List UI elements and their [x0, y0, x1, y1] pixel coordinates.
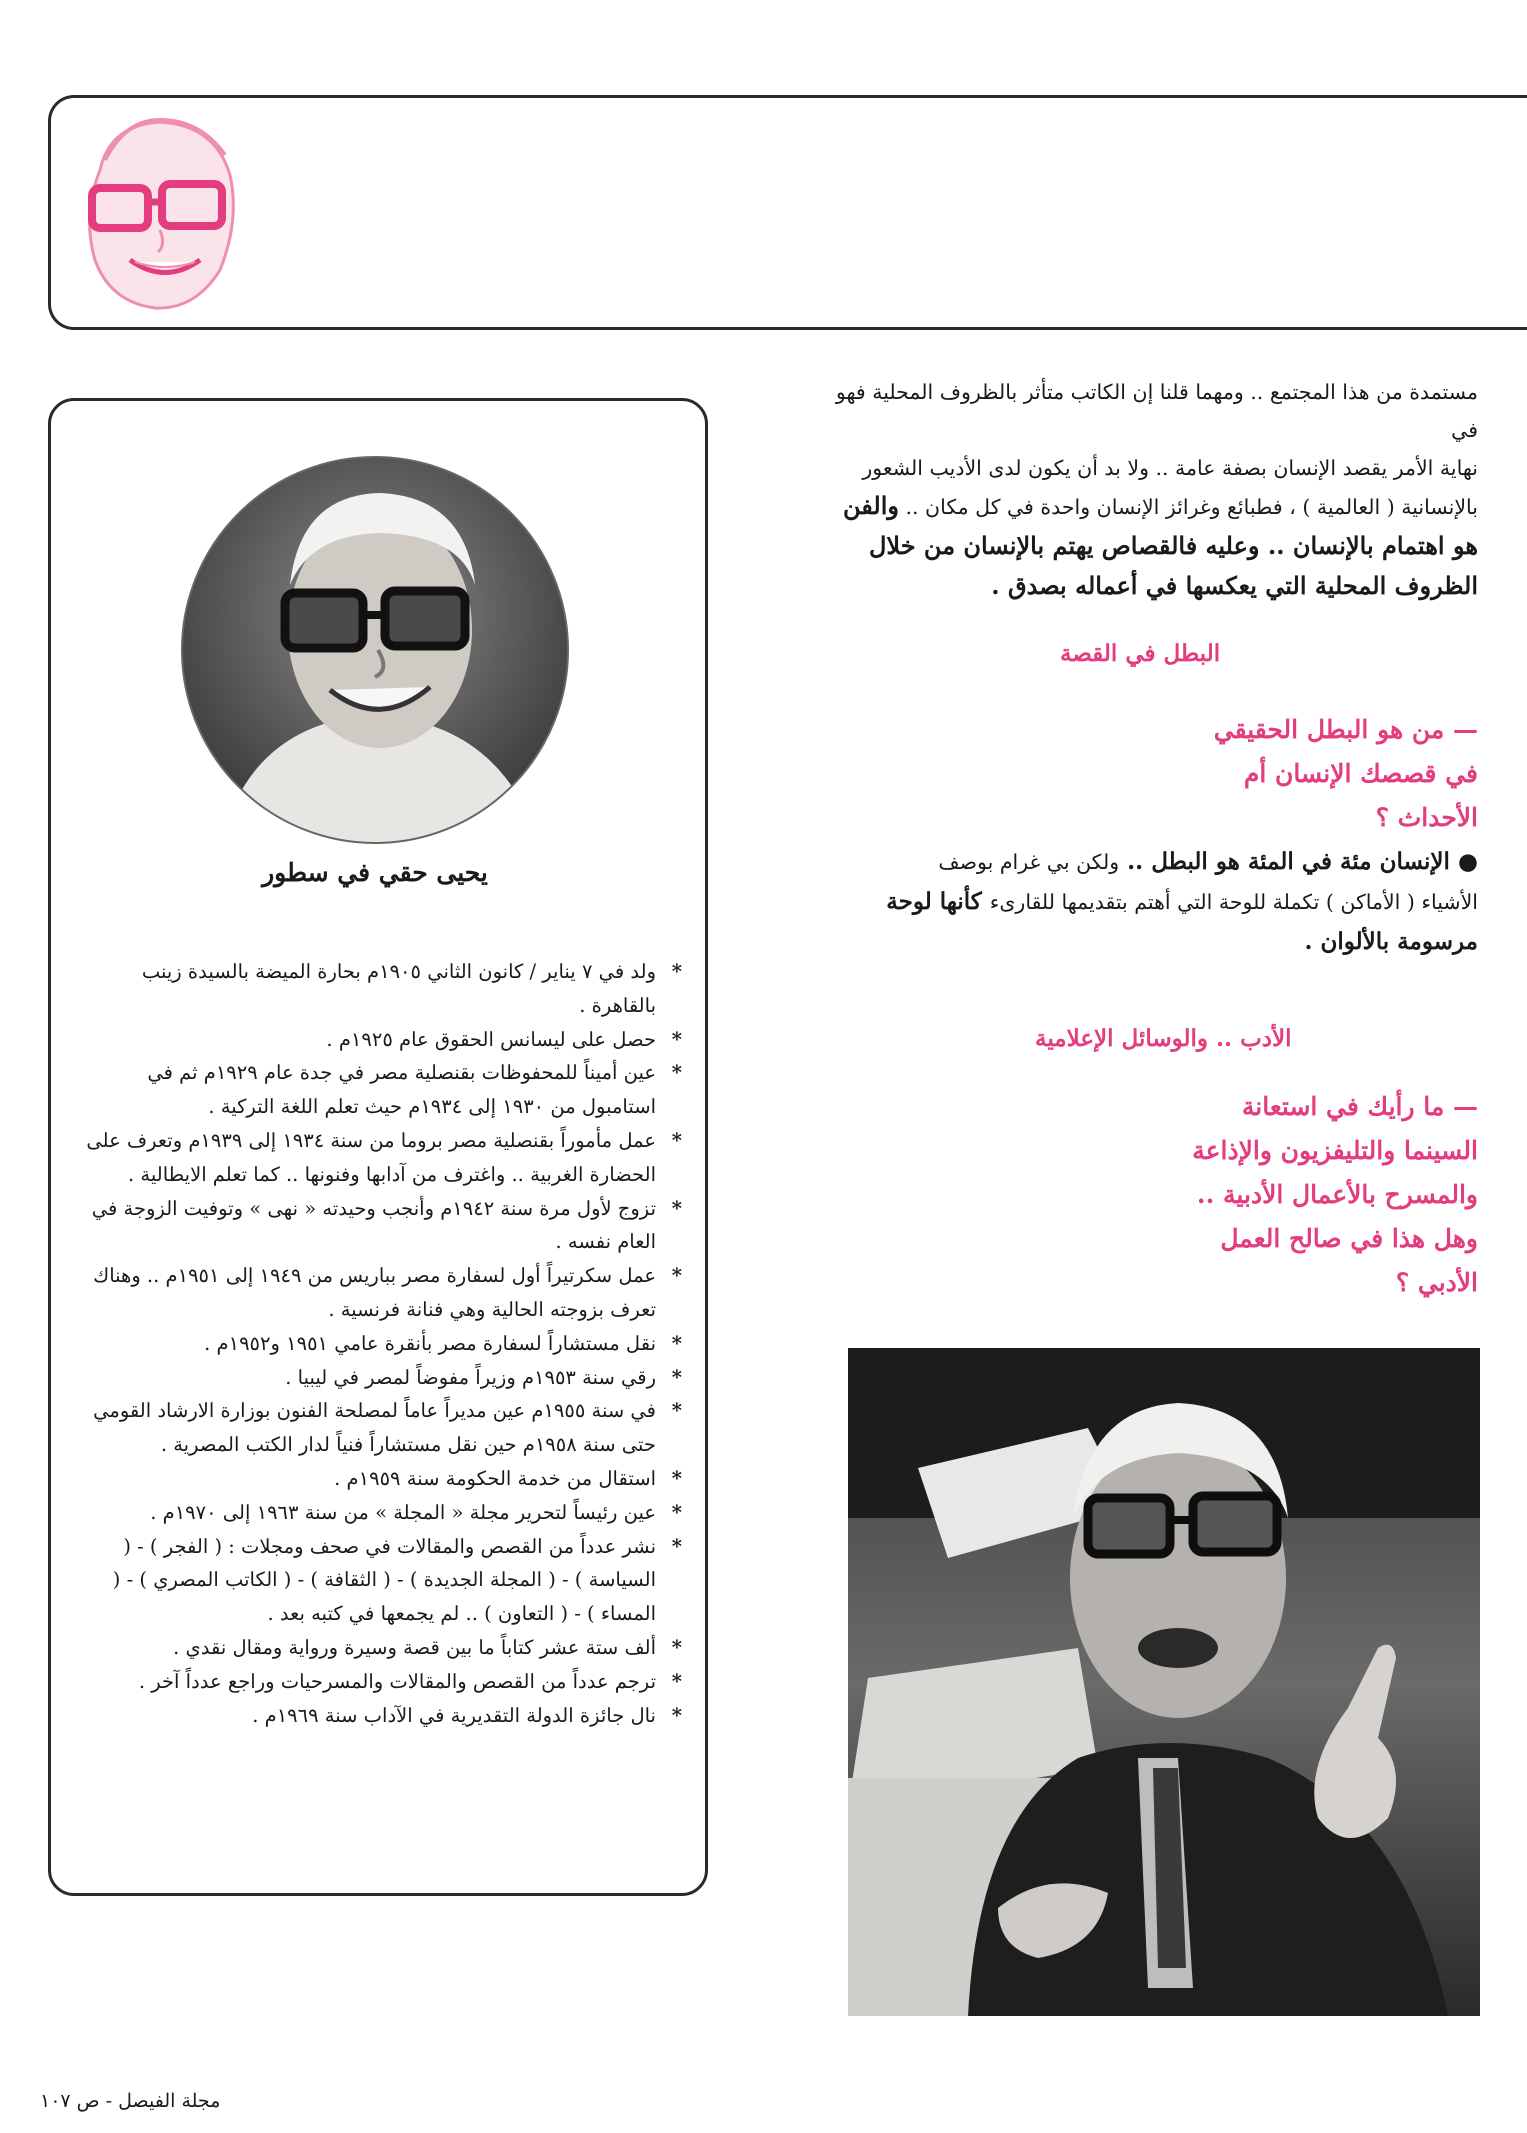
question-line: السينما والتليفزيون والإذاعة [1192, 1136, 1478, 1165]
bullet-icon: * [671, 1331, 682, 1355]
bio-item [72, 1361, 682, 1395]
bio-item-text: ولد في ٧ يناير / كانون الثاني ١٩٠٥م بحارة الميضة بالسيدة زينب بالقاهرة . [141, 960, 656, 1017]
bio-item-text: في سنة ١٩٥٥م عين مديراً عاماً لمصلحة الفنون بوزارة الارشاد القومي حتى سنة ١٩٥٨م حين نقل مستشاراً فنياً لدار الكتب المصرية . [93, 1399, 656, 1457]
interview-question-hero [1100, 708, 1478, 840]
question-line: والمسرح بالأعمال الأدبية .. [1196, 1180, 1478, 1209]
bio-item-text: استقال من خدمة الحكومة سنة ١٩٥٩م . [334, 1466, 656, 1490]
question-line: في قصصك الإنسان أم [1243, 759, 1478, 788]
bio-item [72, 955, 682, 1023]
bullet-icon: * [671, 1196, 682, 1220]
answer-lead: ● الإنسان مئة في المئة هو البطل .. [1127, 848, 1478, 875]
answer-bold: كأنها لوحة [886, 888, 982, 915]
question-line: — ما رأيك في استعانة [1241, 1092, 1478, 1121]
interview-answer-hero [808, 842, 1478, 962]
bullet-icon: * [671, 960, 682, 983]
bio-item-text: نشر عدداً من القصص والمقالات في صحف ومجلات : ( الفجر ) - ( السياسة ) - ( المجلة الجديدة ) - ( الثقافة ) - ( الكاتب المصري ) - ( المساء ) - ( التعاون ) .. لم يجمعها في كتبه بعد . [112, 1534, 656, 1626]
bio-item-text: ألف ستة عشر كتاباً ما بين قصة وسيرة ورواية ومقال نقدي . [173, 1635, 656, 1659]
bold-line: الظروف المحلية التي يعكسها في أعماله بصدق . [991, 571, 1478, 600]
bio-item-text: عمل سكرتيراً أول لسفارة مصر بباريس من ١٩٤٩ إلى ١٩٥١م .. وهناك تعرف بزوجته الحالية وهي فنانة فرنسية . [93, 1264, 656, 1321]
bio-item-text: عين رئيساً لتحرير مجلة « المجلة » من سنة ١٩٦٣ إلى ١٩٧٠م . [150, 1500, 656, 1524]
bio-list [72, 955, 682, 1732]
bio-item-text: عمل مأموراً بقنصلية مصر بروما من سنة ١٩٣٤ إلى ١٩٣٩م وتعرف على الحضارة الغربية .. واغترف من آدابها وفنونها .. كما تعلم الايطالية . [86, 1128, 656, 1186]
bullet-icon: * [671, 1027, 682, 1051]
answer-text: الأشياء ( الأماكن ) تكملة للوحة التي أهتم بتقديمها للقارىء [989, 890, 1478, 914]
header-sketch-portrait [70, 110, 250, 315]
bio-item [72, 1496, 682, 1530]
bio-item [72, 1394, 682, 1462]
question-line: الأدبي ؟ [1395, 1268, 1478, 1297]
bio-item-text: تزوج لأول مرة سنة ١٩٤٢م وأنجب وحيدته « نهى » وتوفيت الزوجة في العام نفسه . [91, 1196, 656, 1254]
bio-item-text: ترجم عدداً من القصص والمقالات والمسرحيات وراجع عدداً آخر . [138, 1669, 656, 1693]
bio-title: يحيى حقي في سطور [262, 858, 488, 887]
bio-circular-portrait [180, 455, 570, 845]
intro-line: نهاية الأمر يقصد الإنسان بصفة عامة .. ولا بد أن يكون لدى الأديب الشعور [862, 456, 1478, 480]
article-intro [808, 373, 1478, 526]
bio-item [72, 1023, 682, 1057]
bold-line: هو اهتمام بالإنسان .. وعليه فالقصاص يهتم بالإنسان من خلال [868, 531, 1478, 560]
bio-item-text: نقل مستشاراً لسفارة مصر بأنقرة عامي ١٩٥١ و١٩٥٢م . [204, 1331, 656, 1355]
bio-item [72, 1699, 682, 1733]
bio-item-text: عين أميناً للمحفوظات بقنصلية مصر في جدة عام ١٩٢٩م ثم في استامبول من ١٩٣٠ إلى ١٩٣٤م حيث تعلم اللغة التركية . [147, 1061, 656, 1119]
bullet-icon: * [671, 1635, 682, 1659]
bullet-icon: * [671, 1399, 682, 1423]
bio-item [72, 1192, 682, 1260]
bio-item [72, 1530, 682, 1631]
bio-item [72, 1631, 682, 1665]
question-line: وهل هذا في صالح العمل [1220, 1224, 1478, 1253]
bio-item-text: رقي سنة ١٩٥٣م وزيراً مفوضاً لمصر في ليبيا . [285, 1365, 656, 1389]
intro-line: مستمدة من هذا المجتمع .. ومهما قلنا إن الكاتب متأثر بالظروف المحلية فهو في [835, 380, 1478, 442]
article-bold-paragraph [808, 526, 1478, 606]
bio-item [72, 1665, 682, 1699]
bio-item-text: حصل على ليسانس الحقوق عام ١٩٢٥م . [326, 1027, 656, 1051]
bio-item [72, 1327, 682, 1361]
bullet-icon: * [671, 1669, 682, 1693]
bullet-icon: * [671, 1703, 682, 1727]
interview-photo [848, 1348, 1480, 2016]
question-line: — من هو البطل الحقيقي [1213, 715, 1478, 744]
interview-question-media [1140, 1085, 1478, 1305]
bio-item-text: نال جائزة الدولة التقديرية في الآداب سنة ١٩٦٩م . [252, 1703, 656, 1727]
bullet-icon: * [671, 1500, 682, 1524]
bullet-icon: * [671, 1061, 682, 1085]
bullet-icon: * [671, 1365, 682, 1389]
bio-item [72, 1056, 682, 1124]
article-body [808, 373, 1478, 606]
bio-item [72, 1259, 682, 1327]
page-footer: مجلة الفيصل - ص ١٠٧ [40, 2090, 221, 2112]
intro-bold-tail: والفن [842, 491, 899, 520]
section-heading-media: الأدب .. والوسائل الإعلامية [1035, 1025, 1292, 1052]
bullet-icon: * [671, 1466, 682, 1490]
bullet-icon: * [671, 1264, 682, 1288]
header-frame [48, 95, 1527, 330]
question-line: الأحداث ؟ [1375, 803, 1478, 832]
bullet-icon: * [671, 1128, 682, 1152]
bullet-icon: * [671, 1534, 682, 1558]
answer-text: ولكن بي غرام بوصف [938, 850, 1120, 874]
bio-item [72, 1462, 682, 1496]
intro-line: بالإنسانية ( العالمية ) ، فطبائع وغرائز الإنسان واحدة في كل مكان .. [905, 495, 1478, 519]
bio-item [72, 1124, 682, 1192]
answer-bold: مرسومة بالألوان . [1304, 928, 1478, 955]
section-heading-hero: البطل في القصة [1060, 640, 1221, 667]
